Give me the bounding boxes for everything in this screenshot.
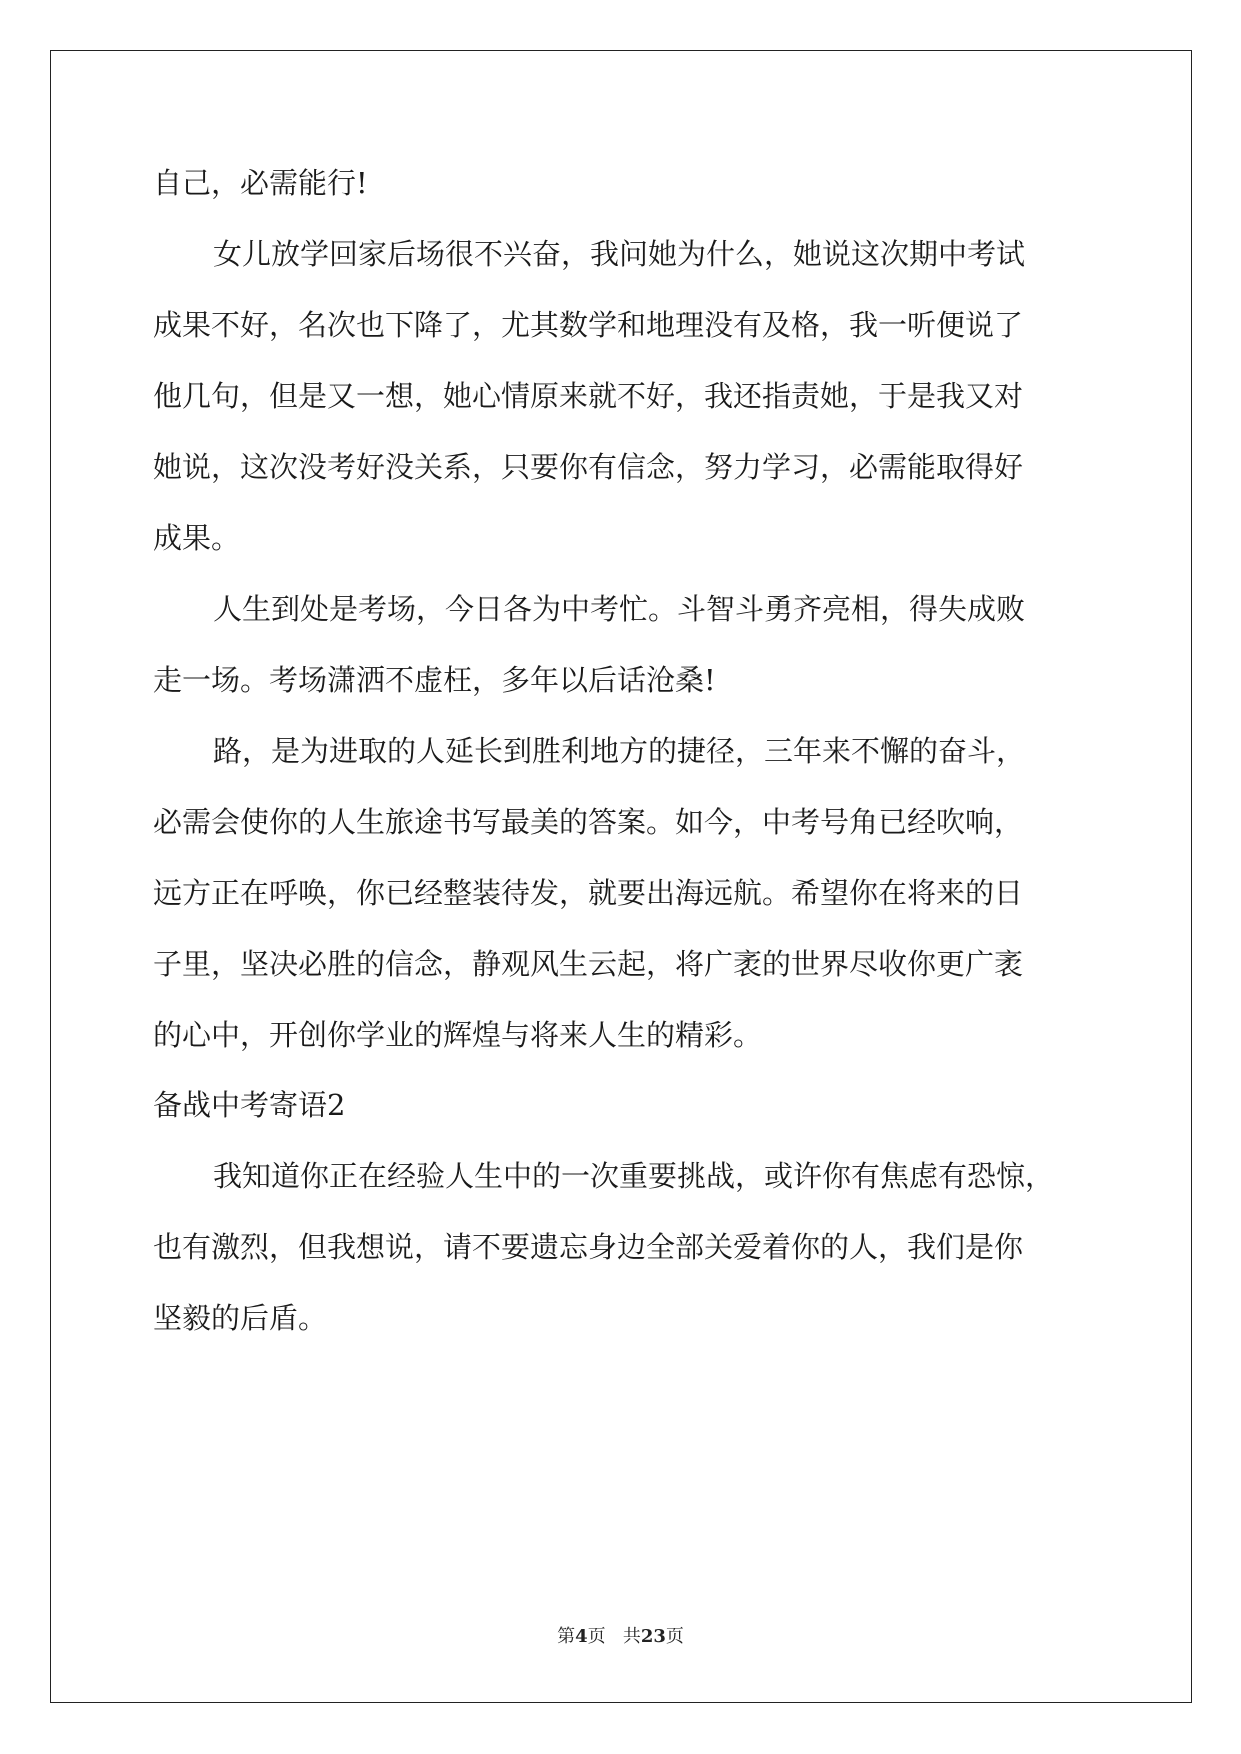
text-line: 自己，必需能行! [153, 166, 368, 200]
total-prefix: 共 [622, 1626, 641, 1647]
text-line: 走一场。考场潇洒不虚枉，多年以后话沧桑! [153, 663, 716, 697]
text-line: 人生到处是考场，今日各为中考忙。斗智斗勇齐亮相，得失成败 [213, 592, 1026, 626]
text-line: 坚毅的后盾。 [153, 1301, 328, 1335]
text-line: 子里，坚决必胜的信念，静观风生云起，将广袤的世界尽收你更广袤 [153, 947, 1024, 981]
page-suffix: 页 [587, 1626, 606, 1647]
text-line: 成果。 [153, 521, 241, 555]
text-line: 路，是为进取的人延长到胜利地方的捷径，三年来不懈的奋斗， [213, 734, 1026, 768]
text-line: 远方正在呼唤，你已经整装待发，就要出海远航。希望你在将来的日 [153, 876, 1024, 910]
total-pages: 23 [640, 1626, 666, 1647]
page-footer [0, 1626, 1241, 1648]
text-line: 他几句，但是又一想，她心情原来就不好，我还指责她，于是我又对 [153, 379, 1024, 413]
page-prefix: 第 [557, 1626, 576, 1647]
page-number: 4 [575, 1626, 588, 1647]
text-line: 也有激烈，但我想说，请不要遗忘身边全部关爱着你的人，我们是你 [153, 1230, 1024, 1264]
text-line: 她说，这次没考好没关系，只要你有信念，努力学习，必需能取得好 [153, 450, 1024, 484]
text-line: 我知道你正在经验人生中的一次重要挑战，或许你有焦虑有恐惊， [213, 1159, 1055, 1193]
text-line: 女儿放学回家后场很不兴奋，我问她为什么，她说这次期中考试 [213, 237, 1026, 271]
section-heading: 备战中考寄语2 [153, 1088, 346, 1122]
text-line: 成果不好，名次也下降了，尤其数学和地理没有及格，我一听便说了 [153, 308, 1024, 342]
text-line: 必需会使你的人生旅途书写最美的答案。如今，中考号角已经吹响， [153, 805, 1024, 839]
text-line: 的心中，开创你学业的辉煌与将来人生的精彩。 [153, 1018, 763, 1052]
total-suffix: 页 [665, 1626, 684, 1647]
